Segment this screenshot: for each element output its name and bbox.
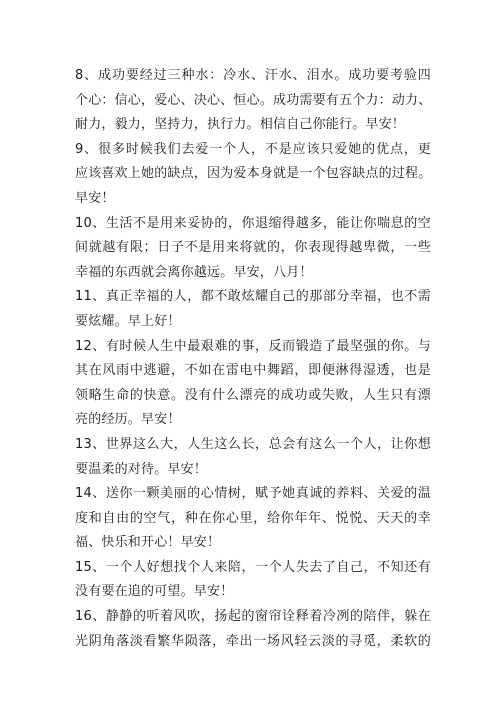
text-line: 11、真正幸福的人，都不敢炫耀自己的那部分幸福，也不需 [75,289,431,305]
text-line: 幸福的东西就会离你越远。早安，八月！ [75,264,313,280]
text-line: 度和自由的空气，种在你心里，给你年年、悦悦、天天的幸 [75,510,431,526]
text-line: 领略生命的快意。没有什么漂亮的成功或失败，人生只有漂 [75,387,431,403]
text-line: 耐力，毅力，坚持力，执行力。相信自己你能行。早安！ [75,117,406,133]
text-line: 应该喜欢上她的缺点，因为爱本身就是一个包容缺点的过程。 [75,166,432,182]
text-line: 其在风雨中逃避，不如在雷电中舞蹈，即便淋得湿透，也是 [75,363,431,379]
text-line: 要温柔的对待。早安！ [75,461,208,477]
text-line: 16、静静的听着风吹，扬起的窗帘诠释着冷冽的陪伴，躲在 [75,609,431,625]
text-line: 13、世界这么大，人生这么长，总会有这么一个人，让你想 [75,436,431,452]
text-line: 15、一个人好想找个人来陪，一个人失去了自己，不知还有 [75,559,431,575]
text-line: 10、生活不是用来妥协的，你退缩得越多，能让你喘息的空 [75,215,431,231]
text-line: 8、成功要经过三种水：冷水、汗水、泪水。成功要考验四 [75,68,431,83]
text-line: 个心：信心，爱心、决心、恒心。成功需要有五个力：动力、 [75,92,432,108]
text-line: 间就越有限；日子不是用来将就的，你表现得越卑微，一些 [75,240,431,256]
document-body [75,64,431,654]
text-line: 14、送你一颗美丽的心情树，赋予她真诚的养料、关爱的温 [75,486,431,502]
text-line: 12、有时候人生中最艰难的事，反而锻造了最坚强的你。与 [75,338,431,354]
text-line: 9、很多时候我们去爱一个人，不是应该只爱她的优点，更 [75,141,431,157]
text-line: 要炫耀。早上好！ [75,313,181,329]
text-line: 早安！ [75,190,115,206]
text-line: 亮的经历。早安！ [75,412,181,428]
text-line: 福、快乐和开心！早安！ [75,535,221,551]
text-line: 没有要在追的可望。早安！ [75,584,234,600]
text-line: 光阴角落淡看繁华陨落，牵出一场风轻云淡的寻觅，柔软的 [75,633,431,649]
